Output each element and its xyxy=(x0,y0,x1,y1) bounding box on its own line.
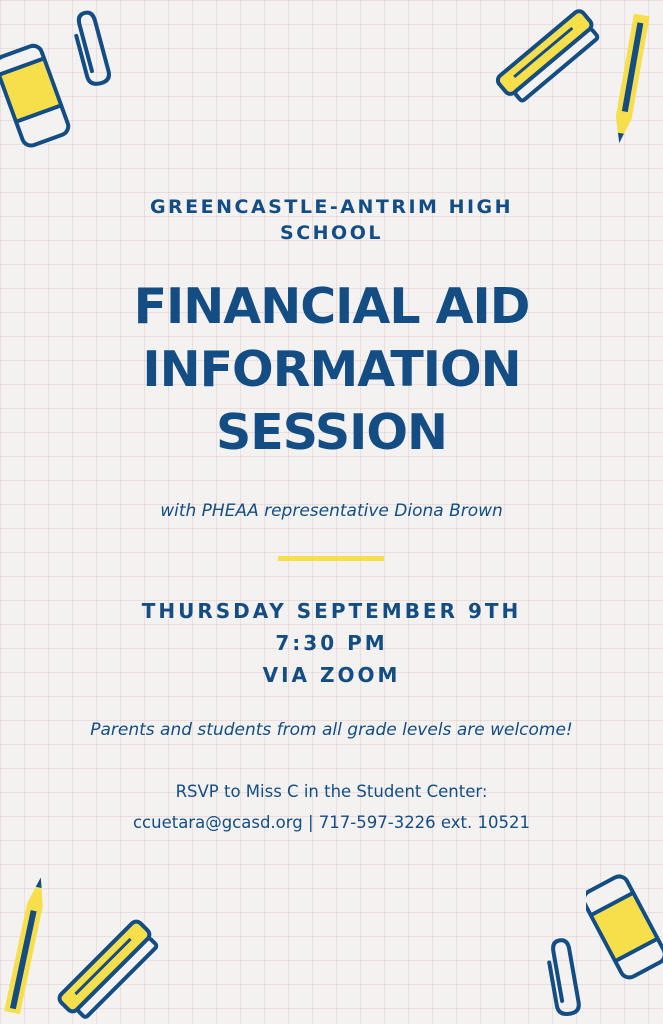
pencil-icon xyxy=(608,8,652,156)
headline-line-1: FINANCIAL AID xyxy=(133,278,530,335)
rsvp-email[interactable]: ccuetara@gcasd.org xyxy=(132,813,303,832)
headline-line-3: SESSION xyxy=(215,404,448,461)
eraser-icon xyxy=(586,870,663,982)
event-location: VIA ZOOM xyxy=(262,663,401,687)
welcome-note: Parents and students from all grade levels are welcome! xyxy=(90,720,573,740)
rsvp-contact xyxy=(0,807,663,838)
pencil-icon xyxy=(4,870,48,1024)
headline-line-2: INFORMATION xyxy=(142,341,521,398)
stapler-icon xyxy=(488,0,606,110)
rsvp-info xyxy=(0,776,663,838)
yellow-divider xyxy=(278,556,384,561)
rsvp-line: RSVP to Miss C in the Student Center: xyxy=(175,782,488,801)
event-date: THURSDAY SEPTEMBER 9TH xyxy=(141,599,522,623)
presenter-subtitle: with PHEAA representative Diona Brown xyxy=(160,501,503,521)
rsvp-separator: | xyxy=(307,813,314,832)
event-headline xyxy=(0,275,663,464)
eraser-icon xyxy=(0,40,74,150)
event-time: 7:30 PM xyxy=(275,631,388,655)
school-name xyxy=(0,194,663,246)
event-details xyxy=(0,595,663,691)
school-name-text: GREENCASTLE-ANTRIM HIGH SCHOOL xyxy=(149,196,514,244)
paperclip-icon xyxy=(68,8,118,88)
rsvp-phone: 717-597-3226 ext. 10521 xyxy=(318,813,531,832)
stapler-icon xyxy=(48,910,168,1024)
paperclip-icon xyxy=(540,936,590,1018)
